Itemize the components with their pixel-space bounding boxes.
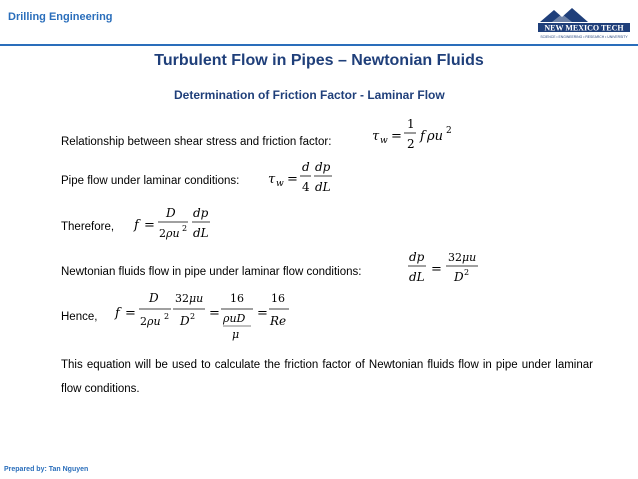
equation-laminar <box>266 157 356 204</box>
svg-text:=: = <box>431 262 442 277</box>
svg-text:2: 2 <box>182 224 188 233</box>
svg-text:=: = <box>125 306 136 321</box>
svg-text:dp: dp <box>193 206 209 220</box>
svg-text:f: f <box>115 306 120 321</box>
svg-text:ρu: ρu <box>427 129 444 144</box>
conclusion-paragraph: This equation will be used to calculate the friction factor of Newtonian fluids flow in pipe under laminar flow conditions. <box>61 359 593 395</box>
svg-text:2: 2 <box>190 312 196 321</box>
svg-text:2: 2 <box>159 227 166 240</box>
svg-text:τ: τ <box>268 172 276 187</box>
svg-text:D: D <box>166 206 176 220</box>
svg-text:=: = <box>144 218 155 233</box>
svg-text:1: 1 <box>407 117 415 131</box>
svg-text:16: 16 <box>271 292 285 305</box>
svg-text:D: D <box>149 291 159 305</box>
svg-text:dp: dp <box>315 160 331 174</box>
svg-text:2: 2 <box>140 315 147 328</box>
prepared-by: Prepared by: Tan Nguyen <box>4 466 89 473</box>
header-rule <box>0 44 638 46</box>
logo-tagline: SCIENCE • ENGINEERING • RESEARCH • UNIVERSITY <box>540 35 628 39</box>
svg-text:=: = <box>391 129 402 144</box>
laminar-text: Pipe flow under laminar conditions: <box>61 175 240 187</box>
equation-shear-stress <box>370 114 460 161</box>
svg-text:=: = <box>287 172 298 187</box>
svg-text:dL: dL <box>315 180 331 194</box>
svg-text:ρu: ρu <box>147 315 161 328</box>
svg-text:μu: μu <box>189 292 204 305</box>
equation-friction-factor <box>132 203 222 250</box>
svg-text:dp: dp <box>409 250 425 264</box>
svg-text:4: 4 <box>302 180 310 194</box>
newtonian-text: Newtonian fluids flow in pipe under laminar flow conditions: <box>61 266 362 278</box>
hence-text: Hence, <box>61 311 98 323</box>
svg-text:τ: τ <box>372 129 380 144</box>
logo-text: NEW MEXICO TECH <box>544 23 624 33</box>
svg-text:16: 16 <box>230 292 244 305</box>
shear-stress-text: Relationship between shear stress and friction factor: <box>61 136 332 148</box>
svg-text:ρu: ρu <box>166 227 180 240</box>
svg-text:dL: dL <box>409 270 425 284</box>
svg-text:ρuD: ρuD <box>223 312 246 325</box>
svg-text:32: 32 <box>175 292 189 305</box>
svg-text:D: D <box>180 314 190 328</box>
svg-text:dL: dL <box>193 226 209 240</box>
svg-text:μu: μu <box>462 251 477 264</box>
equation-pressure-gradient <box>406 247 496 294</box>
svg-text:2: 2 <box>464 268 470 277</box>
svg-text:f: f <box>134 218 139 233</box>
svg-text:2: 2 <box>407 137 415 151</box>
svg-text:f: f <box>420 129 425 144</box>
svg-text:2: 2 <box>446 126 452 136</box>
slide-title: Turbulent Flow in Pipes – Newtonian Fluids <box>154 52 484 69</box>
course-label: Drilling Engineering <box>8 11 113 23</box>
therefore-text: Therefore, <box>61 221 115 233</box>
svg-text:=: = <box>257 306 268 321</box>
university-logo <box>534 6 634 42</box>
svg-text:w: w <box>380 136 388 146</box>
svg-text:=: = <box>209 306 220 321</box>
logo-mark <box>534 6 634 42</box>
equation-friction-factor-final <box>113 287 293 348</box>
svg-text:d: d <box>302 160 310 174</box>
slide-subtitle: Determination of Friction Factor - Laminar Flow <box>174 88 445 102</box>
svg-text:μ: μ <box>232 328 240 341</box>
svg-text:Re: Re <box>270 314 287 328</box>
svg-text:32: 32 <box>448 251 462 264</box>
svg-text:2: 2 <box>164 312 170 321</box>
svg-text:w: w <box>276 179 284 189</box>
svg-text:D: D <box>454 270 464 284</box>
